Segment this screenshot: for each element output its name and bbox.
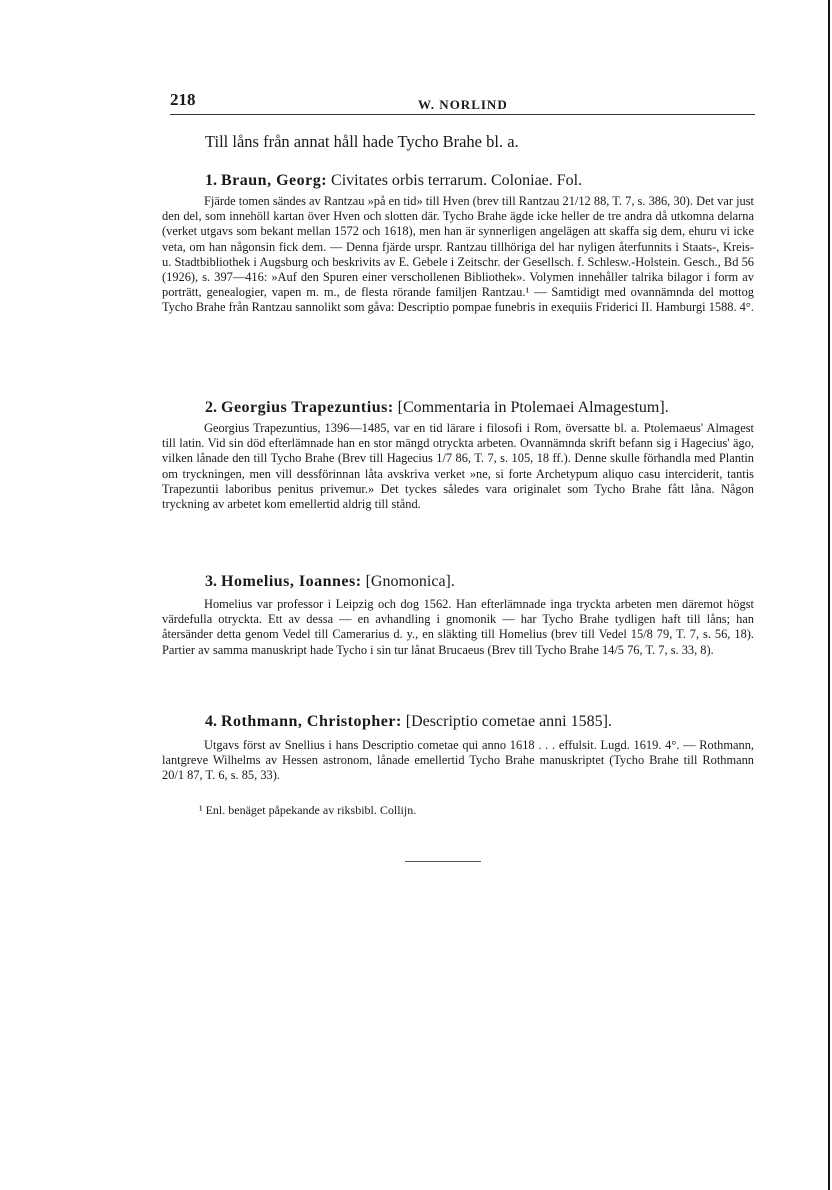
entry-title-2 (205, 399, 669, 417)
entry-paragraph-1: Fjärde tomen sändes av Rantzau »på en tid» till Hven (brev till Rantzau 21/12 88, T. 7, s. 386, 30). Det var just den del, som innehöll kartan över Hven och slotten där. Tycho Brahe ägde icke heller de tre andra då utkomna delarna (verket utgavs som bekant mellan 1572 och 1618), men han är synnerligen angelägen att skaffa sig dem, ehuru vi icke veta, om han någonsin fick dem. — Denna fjärde urspr. Rantzau tillhöriga del har nyligen återfunnits i Staats-, Kreis- u. Stadtbibliothek i Augsburg och beskrivits av E. Gebele i Zeitschr. der Gesellsch. f. Schlesw.-Holstein. Gesch., Bd 56 (1926), s. 397—416: »Auf den Spuren einer verschollenen Bibliothek». Volymen innehåller talrika bilagor i form av porträtt, genealogier, vapen m. m., de flesta rörande familjen Rantzau.¹ — Samtidigt med ovannämnda del mottog Tycho Brahe från Rantzau sannolikt som gåva: Descriptio pompae funebris in exequiis Friderici II. Hamburgi 1588. 4°. (162, 194, 754, 315)
end-rule (405, 861, 481, 862)
footnote: ¹ Enl. benäget påpekande av riksbibl. Collijn. (199, 803, 417, 817)
entry-title-4 (205, 713, 612, 731)
entry-author: Georgius Trapezuntius: (221, 399, 394, 416)
page-number: 218 (170, 90, 196, 109)
header-rule (170, 114, 755, 115)
entry-author: Braun, Georg: (221, 172, 328, 189)
entry-author: Rothmann, Christopher: (221, 713, 402, 730)
entry-number: 1. (205, 172, 217, 189)
entry-author: Homelius, Ioannes: (221, 573, 362, 590)
entry-number: 4. (205, 713, 217, 730)
entry-paragraph-2: Georgius Trapezuntius, 1396—1485, var en tid lärare i filosofi i Rom, översatte bl. a. Ptolemaeus' Almagest till latin. Vid sin död efterlämnade han en stor mängd otryckta arbeten. Ovannämnda skrift befann sig i Hagecius' ägo, vilken lånade den till Tycho Brahe (Brev till Hagecius 1/7 86, T. 7, s. 105, 18 ff.). Denne skulle förhandla med Plantin om tryckningen, men vill dessförinnan låta avskriva verket »ne, si forte Archetypum aliquo casu interciderit, tantis Trapezuntii laboribus penitus privemur.» Det tyckes således vara originalet som Tycho Brahe fått låna. Någon tryckning av arbetet kom emellertid aldrig till stånd. (162, 421, 754, 512)
entry-work: [Descriptio cometae anni 1585]. (405, 713, 612, 730)
intro-heading: Till låns från annat håll hade Tycho Brahe bl. a. (205, 132, 519, 151)
page-edge (828, 0, 830, 1190)
page-header (170, 90, 755, 120)
entry-work: Civitates orbis terrarum. Coloniae. Fol. (331, 172, 583, 189)
entry-number: 3. (205, 573, 217, 590)
entry-title-1 (205, 172, 582, 190)
running-head: W. NORLIND (418, 97, 508, 112)
entry-paragraph-4: Utgavs först av Snellius i hans Descriptio cometae qui anno 1618 . . . effulsit. Lugd. 1619. 4°. — Rothmann, lantgreve Wilhelms av Hessen astronom, lånade emellertid Tycho Brahe manuskriptet (Tycho Brahe till Rothmann 20/1 87, T. 6, s. 85, 33). (162, 738, 754, 783)
entry-title-3 (205, 573, 455, 591)
entry-work: [Gnomonica]. (365, 573, 455, 590)
entry-paragraph-3: Homelius var professor i Leipzig och dog 1562. Han efterlämnade inga tryckta arbeten men däremot högst värdefulla otryckta. Ett av dessa — en avhandling i gnomonik — har Tycho Brahe tydligen haft till låns; han återsänder detta genom Vedel till Camerarius d. y., en släkting till Homelius (brev till Vedel 15/8 79, T. 7, s. 56, 18). Partier av samma manuskript hade Tycho i sin tur lånat Brucaeus (Brev till Tycho Brahe 14/5 76, T. 7, s. 33, 8). (162, 597, 754, 657)
entry-number: 2. (205, 399, 217, 416)
entry-work: [Commentaria in Ptolemaei Almagestum]. (397, 399, 669, 416)
